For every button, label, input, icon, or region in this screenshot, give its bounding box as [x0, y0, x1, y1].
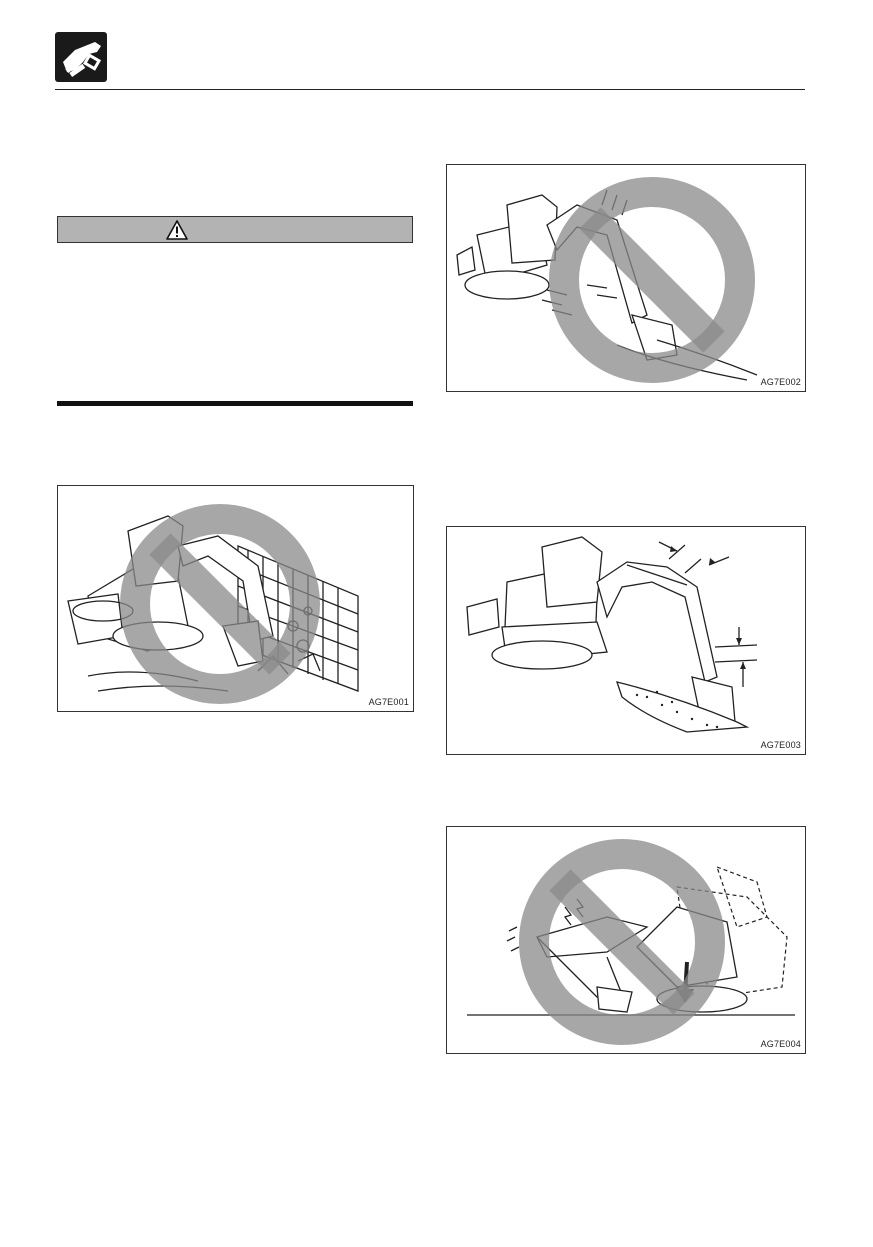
figure-code: AG7E003	[760, 740, 801, 750]
header-rule	[55, 89, 805, 90]
warning-triangle-icon	[166, 220, 188, 240]
figure-impact-prohibited	[446, 826, 806, 1054]
figure-cylinder-stroke-margin	[446, 526, 806, 755]
figure-demolition-prohibited	[57, 485, 414, 712]
operation-hand-icon	[55, 32, 107, 82]
figure-code: AG7E001	[368, 697, 409, 707]
warning-banner	[57, 216, 413, 243]
figure-code: AG7E004	[760, 1039, 801, 1049]
excavator-stroke-margin-illustration	[447, 527, 806, 755]
section-divider	[57, 401, 413, 406]
excavator-breaking-wall-illustration	[58, 486, 414, 712]
figure-swing-digging-prohibited	[446, 164, 806, 392]
excavator-dropping-impact-illustration	[447, 827, 806, 1054]
excavator-swing-digging-illustration	[447, 165, 806, 392]
figure-code: AG7E002	[760, 377, 801, 387]
